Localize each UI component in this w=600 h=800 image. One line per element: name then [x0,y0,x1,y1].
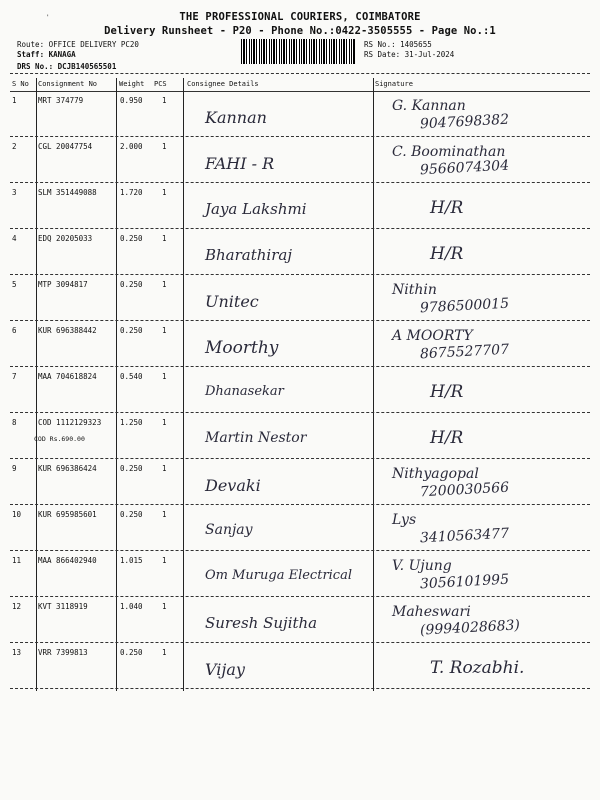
row-pcs: 1 [162,556,167,565]
signature-name: A MOORTY [392,328,473,344]
signature-phone: 3056101995 [419,571,510,593]
row-sno: 4 [12,234,17,243]
table-row [0,186,600,232]
row-weight: 0.950 [120,96,143,105]
row-weight: 0.250 [120,234,143,243]
table-row [0,646,600,692]
consignee-handwriting: Suresh Sujitha [205,614,318,632]
row-weight: 0.250 [120,510,143,519]
table-row [0,140,600,186]
row-divider [10,366,590,367]
row-sno: 2 [12,142,17,151]
signature-phone: 9786500015 [419,295,510,317]
signature-phone: 7200030566 [419,479,510,501]
row-divider [10,136,590,137]
consignment-no: EDQ 20205033 [38,234,93,243]
table-row [0,94,600,140]
corner-mark: ' [46,14,50,21]
consignee-handwriting: Vijay [205,660,245,679]
row-divider [10,320,590,321]
row-divider [10,458,590,459]
consignee-handwriting: Om Muruga Electrical [205,568,352,583]
row-sno: 12 [12,602,22,611]
row-pcs: 1 [162,188,167,197]
consignment-no: MAA 866402940 [38,556,97,565]
col-weight: Weight [119,80,145,88]
consignee-handwriting: Dhanasekar [205,384,284,399]
route-label: Route: OFFICE DELIVERY PC20 [17,40,139,49]
row-pcs: 1 [162,372,167,381]
row-sno: 5 [12,280,17,289]
consignee-handwriting: Sanjay [205,522,253,538]
row-divider [10,504,590,505]
signature-phone: 3410563477 [419,525,510,547]
rs-number: RS No.: 1405655 [364,40,432,49]
consignee-handwriting: Jaya Lakshmi [205,200,307,218]
row-weight: 0.250 [120,464,143,473]
consignment-no: CGL 20047754 [38,142,93,151]
signature-name: C. Boominathan [392,144,506,160]
row-weight: 1.040 [120,602,143,611]
signature-name: Maheswari [392,604,471,620]
signature-phone: (9994028683) [419,617,521,639]
row-divider [10,182,590,183]
table-row [0,370,600,416]
col-consignee: Consignee Details [187,80,259,88]
column-header-divider [10,91,590,92]
cod-amount: COD Rs.690.00 [34,435,85,443]
row-pcs: 1 [162,602,167,611]
signature-mark: H/R [430,382,464,402]
row-pcs: 1 [162,326,167,335]
signature-phone: 9047698382 [419,111,510,133]
rs-date: RS Date: 31-Jul-2024 [364,50,455,59]
row-weight: 0.250 [120,280,143,289]
signature-phone: 8675527707 [419,341,510,363]
row-weight: 0.250 [120,326,143,335]
barcode [241,39,355,64]
signature-mark: H/R [430,244,464,264]
signature-name: Nithin [392,282,437,298]
col-pcs: PCS [154,80,167,88]
row-sno: 13 [12,648,22,657]
row-divider [10,274,590,275]
row-sno: 9 [12,464,17,473]
row-divider [10,642,590,643]
consignment-no: SLM 351449088 [38,188,97,197]
row-divider [10,228,590,229]
col-signature: Signature [375,80,413,88]
row-sno: 10 [12,510,22,519]
row-weight: 1.720 [120,188,143,197]
runsheet-subtitle: Delivery Runsheet - P20 - Phone No.:0422-3505555 - Page No.:1 [104,25,496,37]
header-divider [10,73,590,74]
row-sno: 3 [12,188,17,197]
consignment-no: COD 1112129323 [38,418,102,427]
consignee-handwriting: Bharathiraj [205,246,292,264]
row-divider [10,596,590,597]
row-sno: 6 [12,326,17,335]
table-row [0,462,600,508]
drs-number: DRS No.: DCJB140565501 [17,62,117,71]
row-divider [10,412,590,413]
consignment-no: VRR 7399813 [38,648,88,657]
row-pcs: 1 [162,648,167,657]
consignment-no: KUR 696388442 [38,326,97,335]
row-pcs: 1 [162,234,167,243]
signature-phone: 9566074304 [419,157,510,179]
table-row [0,554,600,600]
signature-mark: T. Rozabhi. [430,658,525,678]
table-row [0,416,600,462]
consignee-handwriting: FAHI - R [205,154,275,173]
row-pcs: 1 [162,418,167,427]
col-sno: S No [12,80,29,88]
consignee-handwriting: Martin Nestor [205,430,307,446]
col-consignment: Consignment No [38,80,98,88]
row-sno: 7 [12,372,17,381]
consignment-no: MAA 704618824 [38,372,97,381]
row-weight: 0.250 [120,648,143,657]
staff-label: Staff: KANAGA [17,50,76,59]
row-pcs: 1 [162,96,167,105]
consignee-handwriting: Kannan [205,108,267,127]
signature-name: Nithyagopal [392,466,479,482]
consignment-no: KVT 3118919 [38,602,88,611]
consignment-no: KUR 696386424 [38,464,97,473]
row-sno: 11 [12,556,22,565]
row-divider [10,550,590,551]
consignee-handwriting: Unitec [205,292,259,311]
signature-name: G. Kannan [392,98,466,114]
row-pcs: 1 [162,464,167,473]
consignment-no: MRT 374779 [38,96,84,105]
company-title: THE PROFESSIONAL COURIERS, COIMBATORE [179,11,421,23]
row-weight: 0.540 [120,372,143,381]
signature-mark: H/R [430,198,464,218]
row-pcs: 1 [162,280,167,289]
signature-mark: H/R [430,428,464,448]
consignee-handwriting: Moorthy [205,338,279,358]
row-weight: 1.250 [120,418,143,427]
table-row [0,324,600,370]
table-row [0,508,600,554]
row-weight: 1.015 [120,556,143,565]
row-divider [10,688,590,689]
row-sno: 8 [12,418,17,427]
consignment-no: KUR 695985601 [38,510,97,519]
row-sno: 1 [12,96,17,105]
table-row [0,278,600,324]
signature-name: Lys [392,512,417,528]
table-row [0,232,600,278]
signature-name: V. Ujung [392,558,452,574]
table-row [0,600,600,646]
row-pcs: 1 [162,142,167,151]
consignee-handwriting: Devaki [205,476,261,495]
row-pcs: 1 [162,510,167,519]
row-weight: 2.000 [120,142,143,151]
consignment-no: MTP 3094817 [38,280,88,289]
